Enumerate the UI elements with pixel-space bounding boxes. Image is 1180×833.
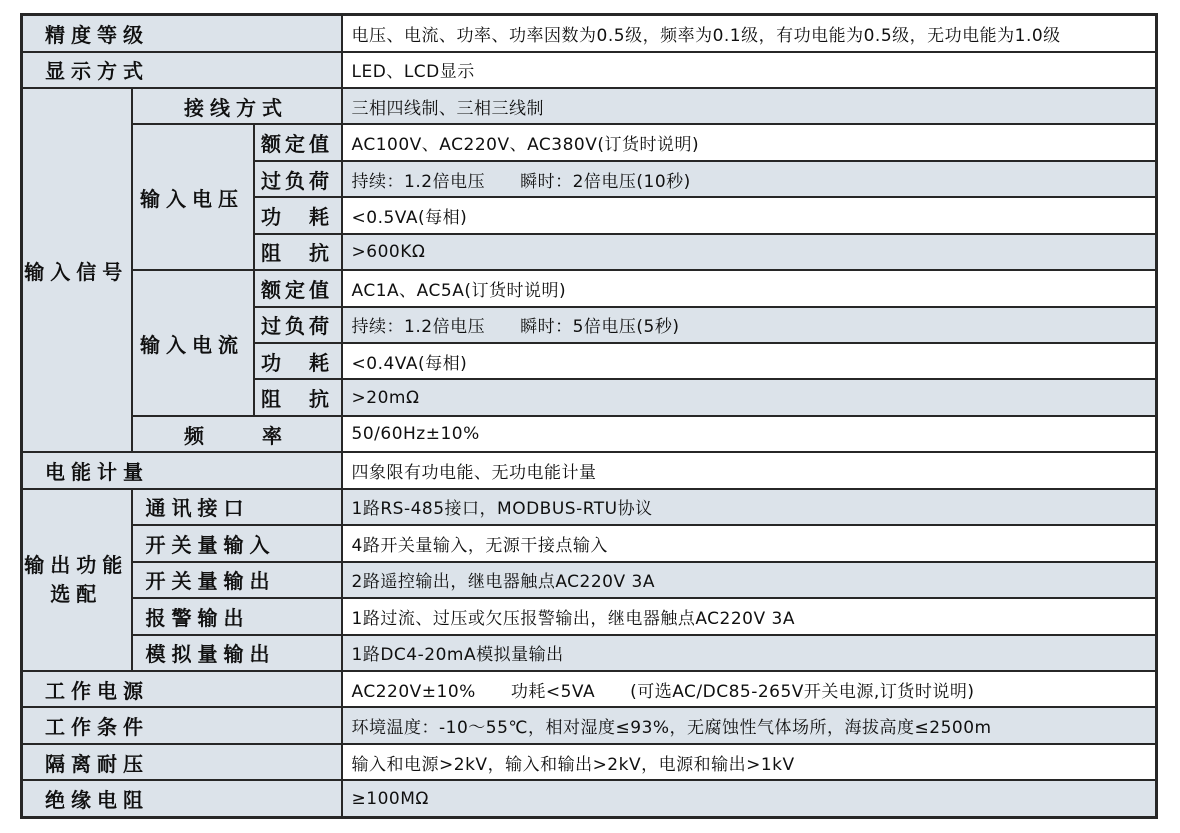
label-display: 显示方式 — [22, 52, 342, 88]
label-voltage-impedance: 阻 抗 — [254, 234, 342, 270]
label-accuracy: 精度等级 — [22, 15, 342, 52]
spec-row-do — [22, 562, 1157, 598]
value-comm: 1路RS-485接口，MODBUS-RTU协议 — [342, 489, 1157, 525]
spec-row-isolation — [22, 744, 1157, 780]
label-energy: 电能计量 — [22, 452, 342, 488]
value-di: 4路开关量输入，无源干接点输入 — [342, 525, 1157, 561]
value-analog: 1路DC4-20mA模拟量输出 — [342, 635, 1157, 671]
spec-row-display — [22, 52, 1157, 88]
spec-row-conditions — [22, 707, 1157, 743]
spec-table — [20, 13, 1158, 819]
value-frequency: 50/60Hz±10% — [342, 416, 1157, 452]
label-output-functions-line2: 选配 — [50, 581, 103, 606]
label-comm: 通讯接口 — [132, 489, 342, 525]
spec-row-wiring — [22, 88, 1157, 124]
label-output-functions — [22, 489, 132, 671]
label-isolation: 隔离耐压 — [22, 744, 342, 780]
value-current-rated: AC1A、AC5A(订货时说明) — [342, 270, 1157, 306]
value-insulation: ≥100MΩ — [342, 780, 1157, 817]
value-voltage-power: <0.5VA(每相) — [342, 197, 1157, 233]
label-voltage-power: 功 耗 — [254, 197, 342, 233]
label-current-rated: 额定值 — [254, 270, 342, 306]
value-wiring: 三相四线制、三相三线制 — [342, 88, 1157, 124]
label-wiring: 接线方式 — [132, 88, 342, 124]
spec-row-comm — [22, 489, 1157, 525]
label-conditions: 工作条件 — [22, 707, 342, 743]
label-input-current: 输入电流 — [132, 270, 254, 416]
value-alarm: 1路过流、过压或欠压报警输出，继电器触点AC220V 3A — [342, 598, 1157, 634]
spec-row-power-supply — [22, 671, 1157, 707]
label-voltage-overload: 过负荷 — [254, 161, 342, 197]
spec-row-insulation — [22, 780, 1157, 817]
label-output-functions-line1: 输出功能 — [24, 552, 129, 577]
value-energy: 四象限有功电能、无功电能计量 — [342, 452, 1157, 488]
spec-row-voltage-rated — [22, 124, 1157, 160]
value-voltage-impedance: >600KΩ — [342, 234, 1157, 270]
value-accuracy: 电压、电流、功率、功率因数为0.5级，频率为0.1级，有功电能为0.5级，无功电能为1.0级 — [342, 15, 1157, 52]
spec-row-energy — [22, 452, 1157, 488]
label-current-impedance: 阻 抗 — [254, 379, 342, 415]
value-power-supply: AC220V±10% 功耗<5VA (可选AC/DC85-265V开关电源,订货时说明) — [342, 671, 1157, 707]
value-display: LED、LCD显示 — [342, 52, 1157, 88]
value-conditions: 环境温度：-10～55℃，相对湿度≤93%，无腐蚀性气体场所，海拔高度≤2500m — [342, 707, 1157, 743]
label-input-signal: 输入信号 — [22, 88, 132, 452]
label-input-voltage: 输入电压 — [132, 124, 254, 270]
value-isolation: 输入和电源>2kV，输入和输出>2kV，电源和输出>1kV — [342, 744, 1157, 780]
spec-row-di — [22, 525, 1157, 561]
value-voltage-overload: 持续：1.2倍电压 瞬时：2倍电压(10秒) — [342, 161, 1157, 197]
value-current-impedance: >20mΩ — [342, 379, 1157, 415]
spec-row-accuracy — [22, 15, 1157, 52]
label-do: 开关量输出 — [132, 562, 342, 598]
label-power-supply: 工作电源 — [22, 671, 342, 707]
label-voltage-rated: 额定值 — [254, 124, 342, 160]
label-di: 开关量输入 — [132, 525, 342, 561]
label-analog: 模拟量输出 — [132, 635, 342, 671]
value-current-overload: 持续：1.2倍电压 瞬时：5倍电压(5秒) — [342, 307, 1157, 343]
value-current-power: <0.4VA(每相) — [342, 343, 1157, 379]
label-frequency: 频 率 — [132, 416, 342, 452]
spec-row-frequency — [22, 416, 1157, 452]
spec-row-alarm — [22, 598, 1157, 634]
label-current-overload: 过负荷 — [254, 307, 342, 343]
spec-row-current-rated — [22, 270, 1157, 306]
value-voltage-rated: AC100V、AC220V、AC380V(订货时说明) — [342, 124, 1157, 160]
label-insulation: 绝缘电阻 — [22, 780, 342, 817]
label-alarm: 报警输出 — [132, 598, 342, 634]
spec-row-analog — [22, 635, 1157, 671]
value-do: 2路遥控输出，继电器触点AC220V 3A — [342, 562, 1157, 598]
label-current-power: 功 耗 — [254, 343, 342, 379]
